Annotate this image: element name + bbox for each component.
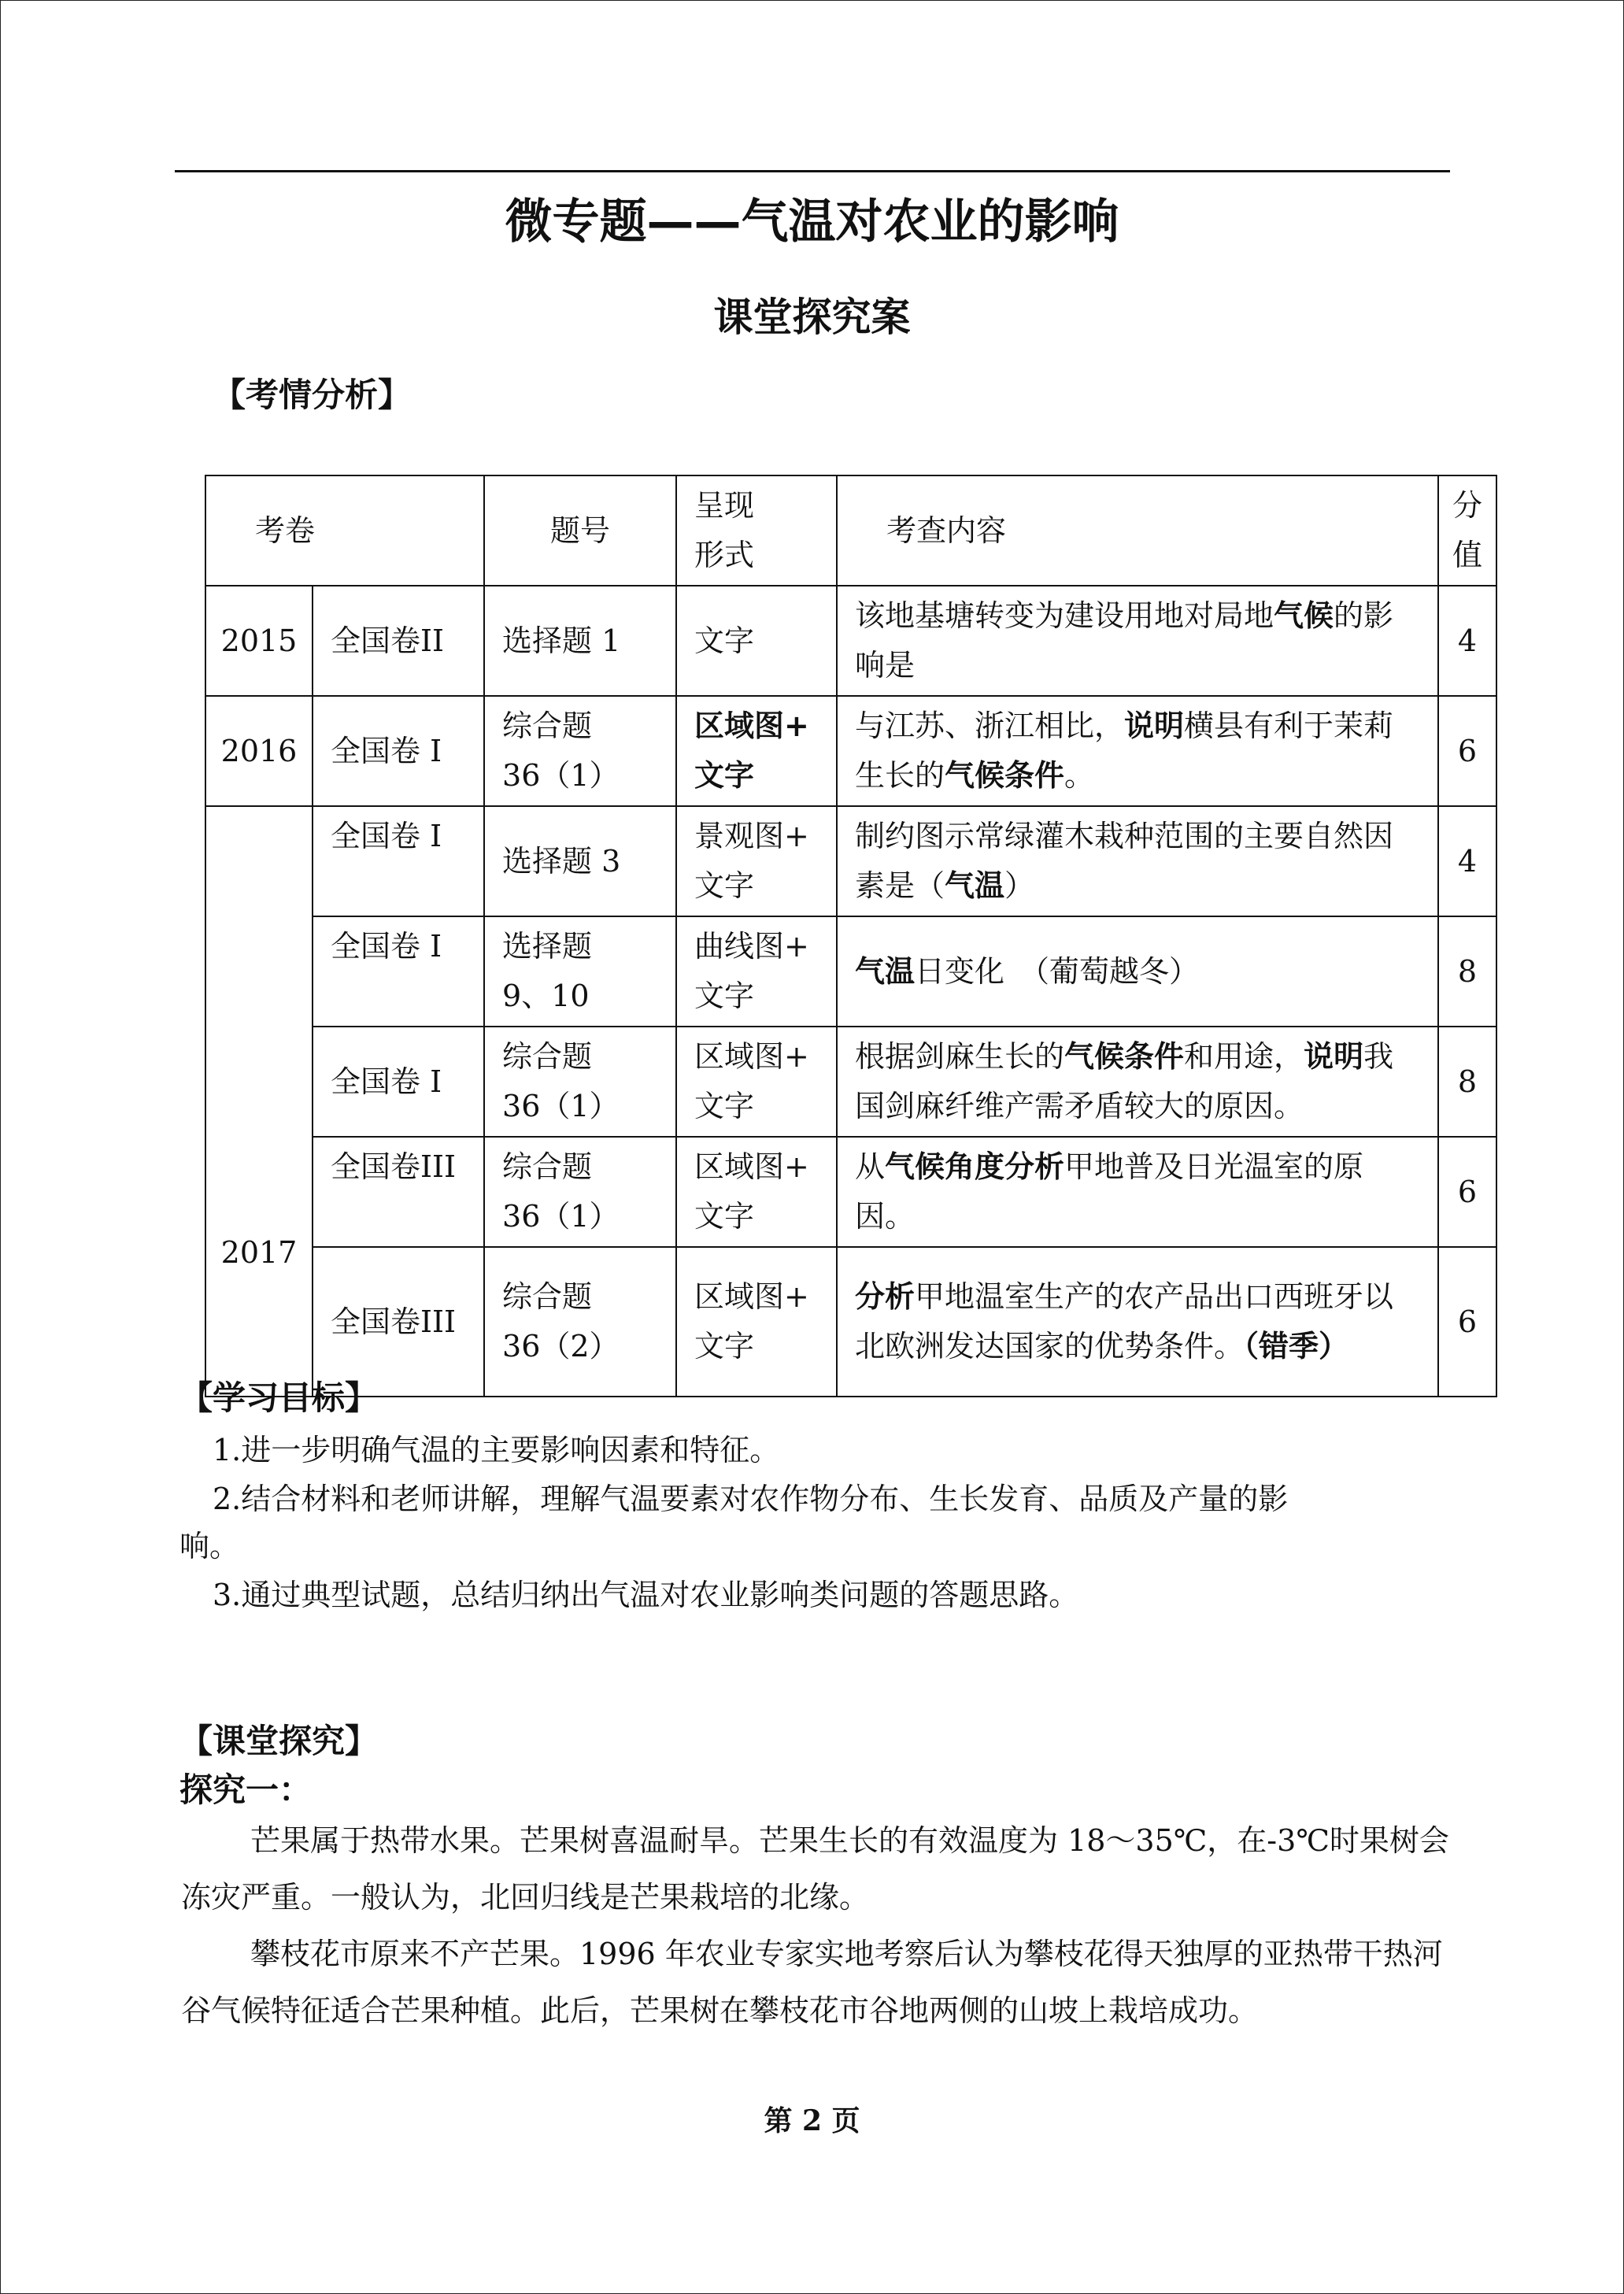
cell-form: 曲线图+ 文字 [676,916,837,1027]
cell-qno: 综合题 36（2） [484,1247,676,1397]
cell-score: 6 [1438,1137,1496,1247]
cell-year: 2017 [205,806,313,1397]
cell-content: 分析甲地温室生产的农产品出口西班牙以北欧洲发达国家的优势条件。（错季） [837,1247,1438,1397]
table-row [205,1137,1496,1247]
cell-qno: 选择题 3 [484,806,676,916]
cell-score: 4 [1438,586,1496,696]
table-row [205,1247,1496,1397]
section-heading-goals: 【学习目标】 [179,1378,379,1417]
cell-score: 8 [1438,1027,1496,1137]
table-row [205,696,1496,806]
section-heading-exam: 【考情分析】 [213,376,412,414]
cell-content: 根据剑麻生长的气候条件和用途，说明我国剑麻纤维产需矛盾较大的原因。 [837,1027,1438,1137]
cell-form: 区域图+ 文字 [676,1137,837,1247]
goal-item-3: 3.通过典型试题，总结归纳出气温对农业影响类问题的答题思路。 [213,1578,1079,1612]
header-qno: 题号 [484,475,676,586]
explore-one-label: 探究一： [179,1770,313,1809]
cell-paper: 全国卷 I [313,806,484,916]
cell-paper: 全国卷 I [313,1027,484,1137]
cell-qno: 选择题 1 [484,586,676,696]
cell-form: 区域图+ 文字 [676,1247,837,1397]
table-row [205,1027,1496,1137]
cell-content: 从气候角度分析甲地普及日光温室的原因。 [837,1137,1438,1247]
cell-paper: 全国卷 I [313,696,484,806]
header-content: 考查内容 [837,475,1438,586]
exam-analysis-table [205,475,1497,1397]
cell-content: 气温日变化 （葡萄越冬） [837,916,1438,1027]
goal-item-2: 2.结合材料和老师讲解，理解气温要素对农作物分布、生长发育、品质及产量的影 [213,1482,1289,1516]
goal-item-2-cont: 响。 [179,1529,240,1563]
paragraph-mango-1: 芒果属于热带水果。芒果树喜温耐旱。芒果生长的有效温度为 18～35℃，在-3℃时果树会冻灾严重。一般认为，北回归线是芒果栽培的北缘。 [181,1823,1449,1915]
cell-score: 6 [1438,1247,1496,1397]
paragraph-mango-2: 攀枝花市原来不产芒果。1996 年农业专家实地考察后认为攀枝花得天独厚的亚热带干热河谷气候特征适合芒果种植。此后，芒果树在攀枝花市谷地两侧的山坡上栽培成功。 [181,1937,1443,2028]
table-row [205,916,1496,1027]
cell-content: 制约图示常绿灌木栽种范围的主要自然因素是（气温） [837,806,1438,916]
cell-content: 该地基塘转变为建设用地对局地气候的影响是 [837,586,1438,696]
cell-score: 6 [1438,696,1496,806]
page-number: 第 2 页 [764,2104,860,2137]
cell-form: 文字 [676,586,837,696]
cell-form: 区域图+ 文字 [676,1027,837,1137]
cell-year: 2015 [205,586,313,696]
goal-item-1: 1.进一步明确气温的主要影响因素和特征。 [213,1433,780,1467]
cell-qno: 综合题 36（1） [484,696,676,806]
cell-year: 2016 [205,696,313,806]
cell-qno: 综合题 36（1） [484,1137,676,1247]
cell-paper: 全国卷III [313,1247,484,1397]
cell-paper: 全国卷II [313,586,484,696]
header-score: 分 值 [1438,475,1496,586]
cell-score: 8 [1438,916,1496,1027]
table-row [205,806,1496,916]
cell-paper: 全国卷III [313,1137,484,1247]
table-header-row [205,475,1496,586]
header-form: 呈现 形式 [676,475,837,586]
cell-form: 景观图+ 文字 [676,806,837,916]
page-title: 微专题——气温对农业的影响 [505,194,1119,250]
cell-score: 4 [1438,806,1496,916]
cell-paper: 全国卷 I [313,916,484,1027]
cell-content: 与江苏、浙江相比，说明横县有利于茉莉生长的气候条件。 [837,696,1438,806]
cell-qno: 选择题 9、10 [484,916,676,1027]
page-subtitle: 课堂探究案 [713,294,911,340]
header-rule [175,170,1450,172]
table-row [205,586,1496,696]
section-heading-explore: 【课堂探究】 [179,1722,379,1760]
cell-qno: 综合题 36（1） [484,1027,676,1137]
cell-form: 区域图+ 文字 [676,696,837,806]
header-paper: 考卷 [205,475,484,586]
